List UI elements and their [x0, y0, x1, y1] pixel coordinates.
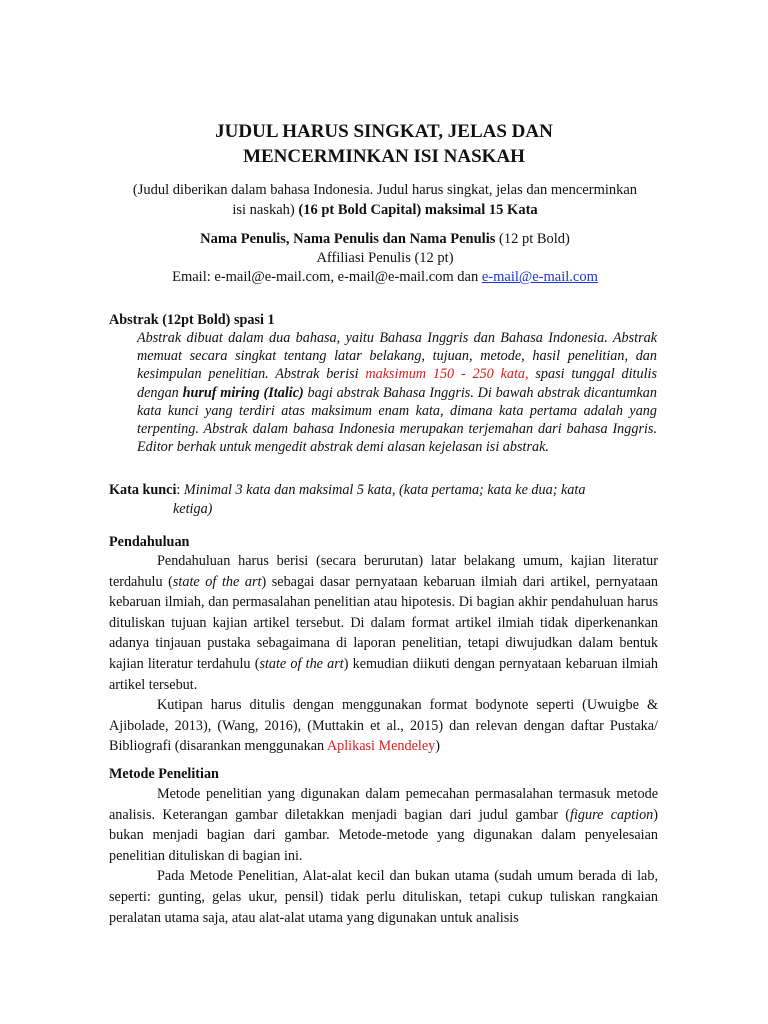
abstract-body [137, 329, 657, 456]
author-email-line [100, 268, 670, 287]
abstract-text-3: bagi abstrak Bahasa Inggris. Di bawah abstrak dicantumkan kata kunci yang terdiri atas maksimum enam kata, dimana kata pertama adalah yang terpenting. Abstrak dalam bahasa Indonesia merupakan terjemahan dari bahasa Inggris. Editor berhak untuk mengedit abstrak demi alasan kejelasan isi abstrak. [137, 384, 657, 456]
text-run: ) sebagai dasar pernyataan kebaruan ilmiah dari artikel, pernyataan kebaruan ilmiah, dan permasalahan penelitian atau hipotesis. Di bagian akhir pendahuluan harus dituliskan tujuan kajian artikel tersebut. Di dalam format artikel ilmiah tidak diperkenankan adanya tinjauan pustaka sebagaimana di laporan penelitian, tetapi diwujudkan dalam bentuk kajian literatur terdahulu ( [109, 573, 658, 672]
paragraph: Pada Metode Penelitian, Alat-alat kecil dan bukan utama (sudah umum berada di lab, seperti: gunting, gelas ukur, pensil) tidak perlu dituliskan, tetapi cukup tuliskan rangkaian peralatan utama saja, atau alat-alat utama yang digunakan untuk analisis [109, 868, 658, 926]
section-heading-metode: Metode Penelitian [109, 766, 219, 782]
mendeley-highlight: Aplikasi Mendeley [326, 738, 436, 755]
text-run: ) [435, 738, 440, 755]
author-affiliation: Affiliasi Penulis (12 pt) [316, 250, 454, 266]
section-body-metode [109, 784, 658, 928]
keywords [109, 481, 658, 519]
abstract-text-2: spasi tunggal ditulis dengan [137, 366, 657, 401]
title-line-2: MENCERMINKAN ISI NASKAH [243, 146, 525, 167]
italic-term: state of the art [172, 573, 262, 590]
text-run: Kutipan harus ditulis dengan menggunakan format bodynote seperti (Uwuigbe & Ajibolade, 2013), (Wang, 2016), (Muttakin et al., 2015) dan relevan dengan daftar Pustaka/ Bibliografi (disarankan menggunakan [109, 697, 658, 755]
subtitle-line-2 [100, 200, 670, 220]
section-heading-pendahuluan: Pendahuluan [109, 534, 190, 550]
paragraph [109, 784, 658, 866]
title-instructions [100, 180, 670, 220]
paragraph [109, 551, 658, 695]
author-names-line [100, 230, 670, 249]
abstract-heading: Abstrak (12pt Bold) spasi 1 [109, 312, 275, 328]
subtitle-plain: isi naskah) [232, 202, 299, 218]
text-run: Metode penelitian yang digunakan dalam pemecahan permasalahan termasuk metode analisis. Keterangan gambar diletakkan menjadi bagian dari judul gambar ( [109, 786, 658, 823]
author-names: Nama Penulis, Nama Penulis dan Nama Penulis [200, 231, 496, 247]
abstract-word-limit: maksimum 150 - 250 kata, [365, 366, 529, 383]
text-run: ) bukan menjadi bagian dari gambar. Metode-metode yang digunakan dalam penyelesaian penelitian dituliskan di bagian ini. [109, 806, 659, 864]
text-run: Pendahuluan harus berisi (secara berurutan) latar belakang umum, kajian literatur terdahulu ( [109, 553, 658, 590]
author-names-note: (12 pt Bold) [495, 231, 570, 247]
email-text: Email: e-mail@e-mail.com, e-mail@e-mail.com dan [172, 269, 482, 285]
title-line-1: JUDUL HARUS SINGKAT, JELAS DAN [215, 121, 553, 142]
subtitle-line-1: (Judul diberikan dalam bahasa Indonesia. Judul harus singkat, jelas dan mencerminkan [132, 182, 638, 198]
italic-term: state of the art [259, 655, 344, 672]
subtitle-bold: (16 pt Bold Capital) maksimal 15 Kata [298, 202, 538, 218]
paragraph [109, 695, 658, 757]
keywords-label: Kata kunci [109, 482, 177, 498]
keywords-line-2: ketiga) [173, 501, 213, 517]
keywords-line-1: Minimal 3 kata dan maksimal 5 kata, (kata pertama; kata ke dua; kata [180, 482, 586, 498]
section-body-pendahuluan [109, 551, 658, 757]
author-block [100, 230, 670, 287]
abstract-italic-note: huruf miring (Italic) [182, 384, 304, 401]
email-link[interactable]: e-mail@e-mail.com [481, 269, 598, 285]
paper-title [0, 119, 768, 169]
italic-term: figure caption [570, 806, 654, 823]
abstract-text-1: Abstrak dibuat dalam dua bahasa, yaitu Bahasa Inggris dan Bahasa Indonesia. Abstrak memuat secara singkat tentang latar belakang, tujuan, metode, hasil penelitian, dan kesimpulan penelitian. Abstrak berisi [137, 330, 657, 383]
text-run: ) kemudian diikuti dengan pernyataan kebaruan ilmiah artikel tersebut. [109, 655, 658, 693]
keywords-colon: : [176, 482, 181, 498]
